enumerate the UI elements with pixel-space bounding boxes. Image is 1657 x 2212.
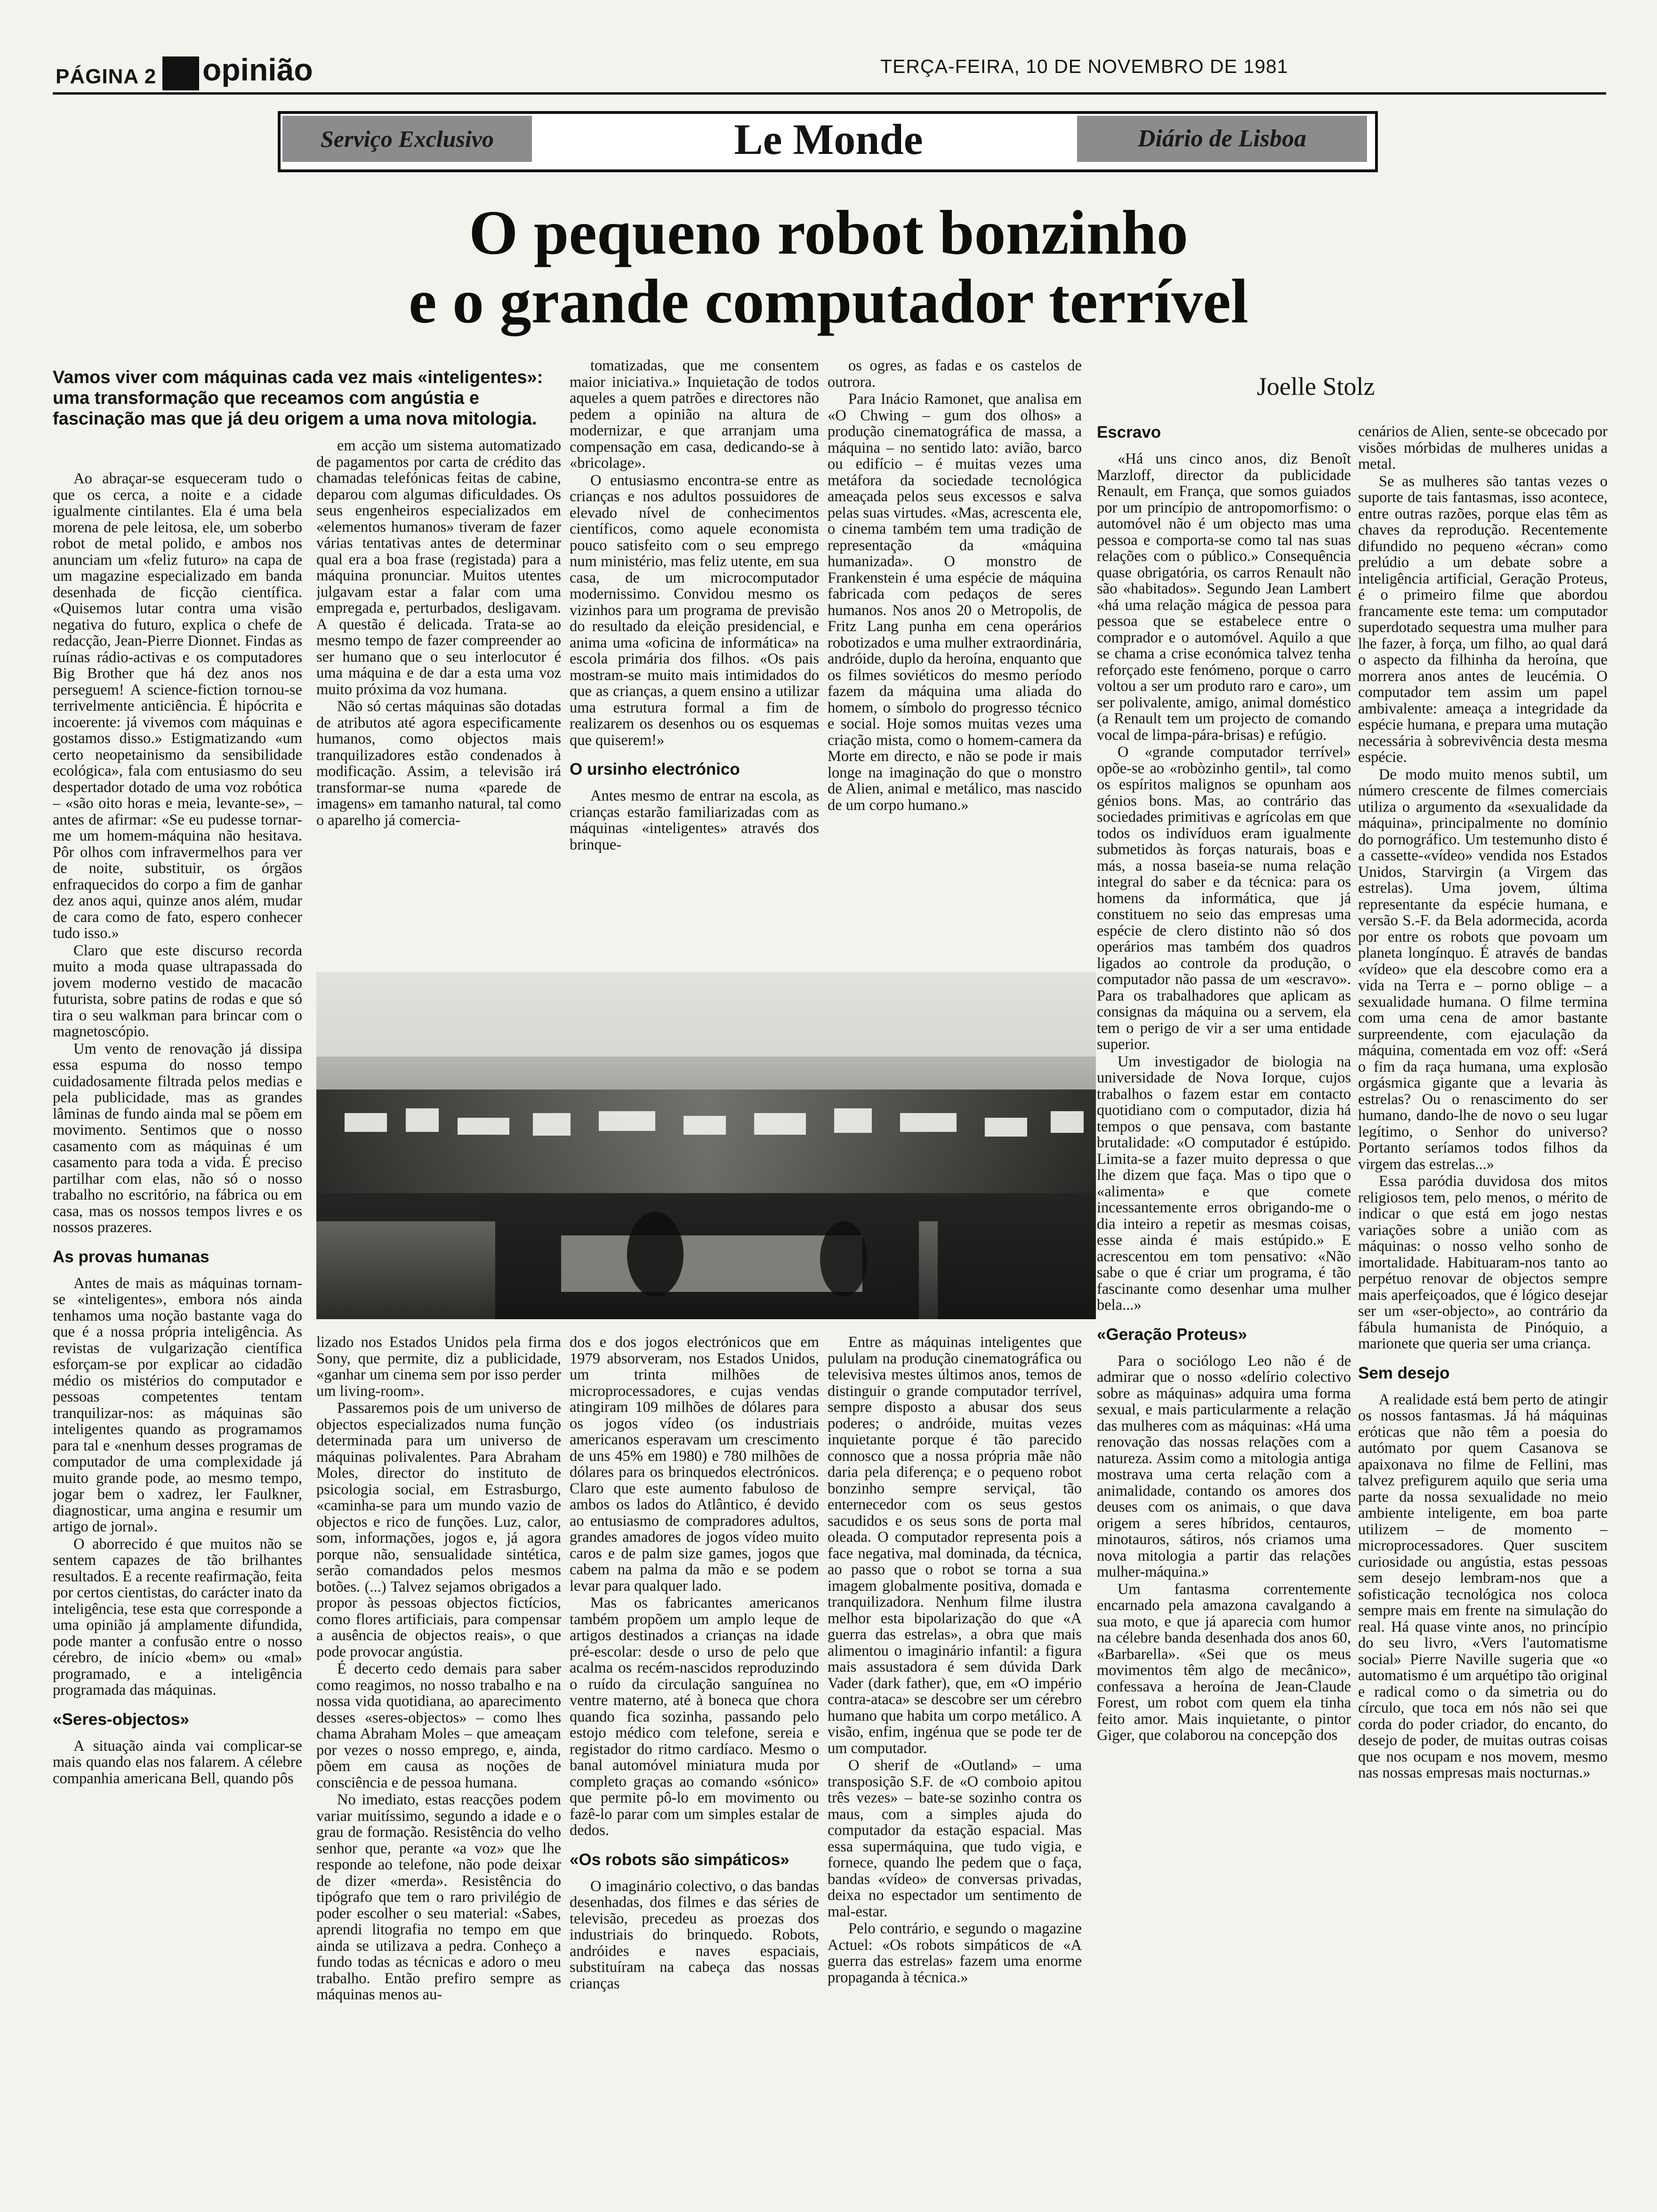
subheading: «Os robots são simpáticos» bbox=[570, 1850, 789, 1869]
paragraph: cenários de Alien, sente-se obcecado por visões mórbidas de mulheres unidas a metal. bbox=[1358, 424, 1608, 473]
paragraph: Um vento de renovação já dissipa essa espuma do nosso tempo cuidadosamente filtrada pelos medias e pela publicidade, mas as grandes lâminas de fundo ainda mal se põem em movimento. Sentimos que o nosso casamento com as máquinas é um casamento para toda a vida. É preciso partilhar com elas, não só o nosso trabalho no escritório, na fábrica ou em casa, mas os nossos tempos livres e os nossos prazeres. bbox=[53, 1040, 302, 1236]
column-1 bbox=[53, 471, 302, 2203]
paragraph: em acção um sistema automatizado de pagamentos por carta de crédito das chamadas telefónicas feitas de cabine, deparou com algumas dificuldades. Os seus engenheiros especializados em «elementos humanos» tiveram de fazer várias tentativas antes de determinar qual era a boa frase (registada) para a máquina pronunciar. Muitos utentes julgavam estar a falar com uma empregada e, perturbados, desligavam. A questão é delicada. Trata-se ao mesmo tempo de fazer compreender ao ser humano que o seu interlocutor é uma máquina e de dar a esta uma voz muito próxima da voz humana. bbox=[316, 438, 561, 698]
headline-line-1: O pequeno robot bonzinho bbox=[469, 198, 1188, 267]
paragraph: De modo muito menos subtil, um número crescente de filmes comerciais utiliza o argumento da «sexualidade da máquina», principalmente no domínio do pornográfico. Um testemunho disto é a cassette-«vídeo» vendida nos Estados Unidos, Starvirgin (a Virgem das estrelas). Uma jovem, última representante da espécie humana, e versão S.-F. da Bela adormecida, acorda por entre os robots que povoam um planeta longínquo. É através de bandas «vídeo» que ela descobre como era a vida na Terra e – porno oblige – a sexualidade humana. O filme termina com uma cena de amor bastante surpreendente, com ejaculação da máquina, comentada em voz off: «Será o fim da raça humana, uma explosão orgásmica gigante que a levaria às estrelas? Ou o renascimento do ser humano, dando-lhe de novo o seu lugar legítimo, o Senhor do universo? Portanto seríamos todos filhos da virgem das estrelas...» bbox=[1358, 766, 1608, 1173]
headline-line-2: e o grande computador terrível bbox=[409, 266, 1248, 336]
paragraph: Um fantasma correntemente encarnado pela amazona cavalgando a sua moto, e que já aparecia com humor na célebre banda desenhada dos anos 60, «Barbarella». «Sei que os meus movimentos têm algo de mecânico», confessava a heroína de Jean-Claude Forest, um robot com quem ela tinha feito amor. Mais inquietante, o pintor Giger, que colaborou na concepção dos bbox=[1097, 1580, 1351, 1744]
column-4-lower bbox=[828, 1334, 1082, 2203]
paragraph: Para o sociólogo Leo não é de admirar que o nosso «delírio colectivo sobre as máquinas» adquira uma forma sexual, e mais particularmente a relação das mulheres com as máquinas: «Há uma renovação das nossas relações com a natureza. Assim como a mitologia antiga mostrava uma certa relação com a animalidade, contando os amores dos deuses com os animais, o que dava origem a seres híbridos, centauros, minotauros, sátiros, nós criamos uma nova mitologia a partir das relações mulher-máquina.» bbox=[1097, 1352, 1351, 1580]
paragraph: os ogres, as fadas e os castelos de outrora. bbox=[828, 358, 1082, 391]
paragraph: Antes de mais as máquinas tornam-se «inteligentes», embora nós ainda tenhamos uma noção bastante vaga do que é a nossa própria inteligência. As revistas de vulgarização científica esforçam-se por explicar ao cidadão médio os mistérios do computador e pessoas competentes tentam tranquilizar-nos: as máquinas são inteligentes quando as programamos para tal e «nenhum desses programas de computador de uma complexidade já muito grande pode, ao mesmo tempo, jogar bem o xadrez, ler Faulkner, diagnosticar, uma angina e resumir um artigo de jornal». bbox=[53, 1274, 302, 1535]
subheading: As provas humanas bbox=[53, 1247, 209, 1266]
paragraph: Entre as máquinas inteligentes que pululam na produção cinematográfica ou televisiva mestes últimos anos, temos de distinguir o grande computador terrível, sempre disposto a abusar dos seus poderes; o andróide, muitas vezes inquietante porque é tão parecido connosco que a nossa própria mãe não daria pela diferença; e o pequeno robot bonzinho sempre serviçal, tão enternecedor com os seus gestos sacudidos e os seus sons de porta mal oleada. O computador representa pois a face negativa, mal dominada, da técnica, ao passo que o robot se torna a sua imagem globalmente positiva, domada e tranquilizadora. Nenhum filme ilustra melhor esta bipolarização do que «A guerra das estrelas», a obra que mais alimentou o imaginário infantil: a figura mais assustadora é sem dúvida Dark Vader (dark father), que, em «O império contra-ataca» se descobre ser um cérebro humano que habita um corpo metálico. A visão, enfim, ingénua que se pode ter de um computador. bbox=[828, 1334, 1082, 1757]
control-room-photo-graphic bbox=[316, 972, 1096, 1319]
paragraph: Não só certas máquinas são dotadas de atributos até agora especificamente humanos, como objectos mais tranquilizadores estão condenados à modificação. Assim, a televisão irá transformar-se numa «parede de imagens» em tamanho natural, tal como o aparelho já comercia- bbox=[316, 698, 561, 829]
lead-paragraph: Vamos viver com máquinas cada vez mais «inteligentes»: uma transformação que receamos com angústia e fascinação mas que já deu origem a uma nova mitologia. bbox=[53, 368, 543, 429]
column-4-upper bbox=[828, 358, 1082, 962]
column-3-lower bbox=[570, 1334, 819, 2203]
paragraph: O imaginário colectivo, o das bandas desenhadas, dos filmes e das séries de televisão, precedeu as proezas dos industriais do brinquedo. Robots, andróides e naves espaciais, substituíram na cabeça das nossas crianças bbox=[570, 1877, 819, 1992]
paragraph: Um investigador de biologia na universidade de Nova Iorque, cujos trabalhos o fazem estar em contacto quotidiano com o computador, dizia há tempos o que pensava, com bastante brutalidade: «O computador é estúpido. Limita-se a fazer muito depressa o que lhe dizem que faça. Mas o tipo que o «alimenta» e que comete incessantemente erros obrigando-me o dia inteiro a repetir as mesmas coisas, esse ainda é mais estúpido.» E acrescentou em tom pensativo: «Não sabe o que é criar um programa, é tão fascinante como desenhar uma mulher bela...» bbox=[1097, 1053, 1351, 1314]
column-5 bbox=[1097, 424, 1351, 2203]
paragraph: tomatizadas, que me consentem maior iniciativa.» Inquietação de todos aqueles a quem patrões e directores não pedem a opinião na altura de modernizar, e que arranjam uma compensação em casa, dedicando-se à «bricolage». bbox=[570, 358, 819, 472]
paragraph: O aborrecido é que muitos não se sentem capazes de tão brilhantes resultados. E a recente reafirmação, feita por certos cientistas, do carácter inato da inteligência, tese esta que corresponde a uma opinião já amplamente difundida, pode manter a confusão entre o nosso cérebro, de início «bem» ou «mal» programado, e a inteligência programada das máquinas. bbox=[53, 1535, 302, 1699]
subheading: Escravo bbox=[1097, 424, 1161, 441]
column-2-lower bbox=[316, 1334, 561, 2203]
control-room-photo bbox=[316, 972, 1096, 1319]
paragraph: O sherif de «Outland» – uma transposição S.F. de «O comboio apitou três vezes» – bate-se sozinho contra os maus, com a simples ajuda do computador da estação espacial. Mas essa supermáquina, que tudo vigia, e fornece, quando lhe pedem que o faça, bandas «vídeo» de conversas privadas, deixa no espectador um sentimento de mal-estar. bbox=[828, 1757, 1082, 1920]
column-2-upper bbox=[316, 438, 561, 962]
paragraph: O «grande computador terrível» opõe-se ao «robòzinho gentil», tal como os espíritos malignos se opunham aos génios bons. Mas, ao contrário das sociedades primitivas e agrícolas em que todos os indivíduos eram igualmente submetidos às forças naturais, boas e más, a nossa baseia-se numa relação integral do saber e da técnica: para os homens da informática, que já constituem no seio das empresas uma espécie de clero distinto não só dos operários mas também dos quadros ligados ao controle da produção, o computador não passa de um «escravo». Para os trabalhadores que aplicam as consignas da máquina ou a servem, ela tem o perigo de vir a ser uma entidade superior. bbox=[1097, 744, 1351, 1053]
paragraph: O entusiasmo encontra-se entre as crianças e nos adultos possuidores de elevado nível de conhecimentos científicos, como aquele economista pouco satisfeito com o seu emprego num ministério, mas feliz utente, em sua casa, de um microcomputador modernissimo. Convidou mesmo os vizinhos para um programa de previsão do resultado da eleição presidencial, e anima uma «oficina de informática» na escola primária dos filhos. «Os pais mostram-se muito mais intimidados do que as crianças, a quem ensino a utilizar uma estrutura formal a fim de realizarem os desenhos ou os esquemas que quiserem!» bbox=[570, 472, 819, 749]
paragraph: No imediato, estas reacções podem variar muitíssimo, segundo a idade e o grau de formação. Resistência do velho senhor que, perante «a voz» que lhe responde ao telefone, não pode deixar de dizer «merda». Resistência do tipógrafo que tem o raro privilégio de poder escolher o seu material: «Sabes, aprendi litografia no tempo em que ainda se utilizava a pedra. Conheço a fundo todas as técnicas e adoro o meu trabalho. Então prefiro sempre as máquinas menos au- bbox=[316, 1791, 561, 2003]
subheading: «Seres-objectos» bbox=[53, 1710, 189, 1729]
paragraph: A situação ainda vai complicar-se mais quando elas nos falarem. A célebre companhia americana Bell, quando pôs bbox=[53, 1737, 302, 1787]
paragraph: Se as mulheres são tantas vezes o suporte de tais fantasmas, isso acontece, entre outras razões, porque elas têm as chaves da reprodução. Recentemente difundido no pequeno «écran» como prelúdio a um debate sobre a inteligência artificial, Geração Proteus, é o primeiro filme que abordou francamente este tema: um computador superdotado sequestra uma mulher para lhe fazer, à força, um filho, ao qual dará o aspecto da filhinha da heroína, que morrera anos antes de leucémia. O computador tem assim um papel ambivalente: ameaça a integridade da espécie humana, e prepara uma mutação necessária à sobrevivência desta mesma espécie. bbox=[1358, 473, 1608, 766]
paragraph: lizado nos Estados Unidos pela firma Sony, que permite, diz a publicidade, «ganhar um cinema sem por isso perder um living-room». bbox=[316, 1334, 561, 1400]
column-6 bbox=[1358, 424, 1608, 2203]
subheading: Sem desejo bbox=[1358, 1363, 1450, 1382]
issue-date: TERÇA-FEIRA, 10 DE NOVEMBRO DE 1981 bbox=[880, 56, 1288, 77]
masthead-le-monde: Le Monde bbox=[734, 115, 923, 163]
paragraph: A realidade está bem perto de atingir os nossos fantasmas. Já há máquinas eróticas que não têm a poesia do autómato por quem Casanova se apaixonava no filme de Fellini, mas talvez prefigurem aquilo que seria uma parte da nossa sexualidade no meio ambiente inteligente, em boa parte utilizem – de momento – microprocessadores. Quer suscitem curiosidade ou angústia, estas pessoas sem desejo lembram-nos que a sofisticação tecnológica nos coloca sempre mais em frente na simulação do real. Há quase vinte anos, no princípio do seu livro, «Vers l'automatisme social» Pierre Naville sugeria que «o automatismo é um arquétipo tão original e radical como o da simetria ou do círculo, que toca em nós não sei que corda do poder criador, do encanto, do desejo de poder, de muitas outras coisas que nos ocupam e nos movem, mesmo nas nossas empresas mais nocturnas.» bbox=[1358, 1391, 1608, 1781]
section-logo-box bbox=[162, 56, 199, 90]
subheading: O ursinho electrónico bbox=[570, 760, 740, 778]
paragraph: Essa paródia duvidosa dos mitos religiosos tem, pelo menos, o mérito de indicar o que está em jogo nestas variações sobre a união com as máquinas: o nosso velho sonho de imortalidade. Habituaram-nos tanto ao perpétuo renovar de objectos sempre mais aperfeiçoados, que é lógico desejar ser um «ser-objecto», ao contrário da fábula humanista de Pinóquio, a marionete que queria ser uma criança. bbox=[1358, 1173, 1608, 1352]
page-label bbox=[56, 65, 156, 88]
section-title: opinião bbox=[202, 52, 313, 87]
column-3-upper bbox=[570, 358, 819, 962]
paragraph: É decerto cedo demais para saber como reagimos, no nosso trabalho e na nossa vida quotidiana, ao aparecimento desses «seres-objectos» – como lhes chama Abraham Moles – que ameaçam por vezes o nosso emprego, e, ainda, põem em causa as noções de consciência e de pessoa humana. bbox=[316, 1660, 561, 1791]
subheading: «Geração Proteus» bbox=[1097, 1325, 1247, 1344]
page-label-text: PÁGINA bbox=[56, 65, 138, 88]
paragraph: Ao abraçar-se esqueceram tudo o que os cerca, a noite e a cidade igualmente cintilantes. Ela é uma bela morena de pele leitosa, ele, um soberbo robot de metal polido, e ambos nos anunciam um «feliz futuro» na capa de um magazine especializado em banda desenhada de ficção científica. «Quisemos lutar contra uma visão negativa do futuro, explica o chefe de redacção, Jean-Pierre Dionnet. Findas as ruínas rádio-activas e os computadores Big Brother que há dez anos nos perseguem! A science-fiction tornou-se terrivelmente anticiência. É hipócrita e incoerente: já vivemos com máquinas e gostamos disso.» Estigmatizando «um certo neopetainismo da sensibilidade ecológica», fala com entusiasmo do seu despertador dotado de uma voz robótica – «são oito horas e meia, levante-se», – antes de afirmar: «Se eu pudesse tornar-me um homem-máquina não hesitava. Pôr olhos com infravermelhos para ver de noite, substituir, os órgãos enfraquecidos do corpo a fim de ganhar dez anos aqui, quinze anos além, mudar de cara como de fato, espero conhecer tudo isso.» bbox=[53, 471, 302, 942]
exclusive-stamp: Serviço Exclusivo bbox=[282, 116, 532, 162]
paragraph: Pelo contrário, e segundo o magazine Actuel: «Os robots simpáticos de «A guerra das estrelas» fazem uma enorme propaganda à técnica.» bbox=[828, 1920, 1082, 1986]
partner-stamp: Diário de Lisboa bbox=[1077, 116, 1367, 162]
paragraph: dos e dos jogos electrónicos que em 1979 absorveram, nos Estados Unidos, um trinta milhões de microprocessadores, e cujas vendas atingiram 109 milhões de dólares para os jogos vídeo (os industriais americanos esperavam um crescimento de uns 45% em 1980) e 780 milhões de dólares para os brinquedos electrónicos. Claro que este aumento fabuloso de ambos os lados do Atlântico, é devido ao entusiasmo de compradores adultos, grandes amadores de jogos vídeo muito caros e de palm size games, jogos que cabem na palma da mão e se podem levar para qualquer lado. bbox=[570, 1334, 819, 1595]
paragraph: Passaremos pois de um universo de objectos especializados numa função determinada para um universo de máquinas polivalentes. Para Abraham Moles, director do instituto de psicologia social, em Estrasburgo, «caminha-se para um mundo vazio de objectos e rico de funções. Luz, calor, som, informações, jogos e, já agora porque não, sensualidade sintética, serão comandados pelos mesmos botões. (...) Talvez sejamos obrigados a propor às pessoas objectos fictícios, como flores artificiais, para compensar a ausência de objectos reais», o que pode provocar angústia. bbox=[316, 1400, 561, 1660]
paragraph: Claro que este discurso recorda muito a moda quase ultrapassada do jovem moderno vestido de macacão futurista, sobre patins de rodas e que só tira o seu walkman para brincar com o magnetoscópio. bbox=[53, 942, 302, 1040]
paragraph: Para Inácio Ramonet, que analisa em «O Chwing – gum dos olhos» a produção cinematográfica de massa, a máquina – no sentido lato: avião, barco ou edifício – é muitas vezes uma metáfora da sociedade tecnológica ameaçada pelos seus excessos e salva pelas suas virtudes. «Mas, acrescenta ele, o cinema também tem uma tradição de representação da «máquina humanizada». O monstro de Frankenstein é uma espécie de máquina fabricada com pedaços de seres humanos. Nos anos 20 o Metropolis, de Fritz Lang punha em cena operários robotizados e uma mulher extraordinária, andróide, duplo da heroína, enquanto que os filmes soviéticos do mesmo período fazem da máquina uma aliada do homem, o símbolo do progresso técnico e social. Hoje somos muitas vezes uma criação mista, como o homem-camera da Morte em directo, e não se pode ir mais longe na imaginação do que o monstro de Alien, animal e metálico, mas nascido de um corpo humano.» bbox=[828, 391, 1082, 814]
paragraph: Antes mesmo de entrar na escola, as crianças estarão familiarizadas com as máquinas «inteligentes» através dos brinque- bbox=[570, 787, 819, 853]
paragraph: «Há uns cinco anos, diz Benoît Marzloff, director da publicidade Renault, em França, que somos guiados por um princípio de antropomorfismo: o automóvel não é um objecto mas uma pessoa e comporta-se como tal nas suas relações com o público.» Consequência quase obrigatória, os carros Renault não são «habitados». Segundo Jean Lambert «há uma relação mágica de pessoa para pessoa que se estabelece entre o comprador e o automóvel. Aquilo a que se chama a crise económica talvez tenha reforçado este fenómeno, porque o carro voltou a ser um produto raro e caro», um ser polivalente, amigo, animal doméstico (a Renault tem um projecto de comando vocal de limpa-pára-brisas) e refúgio. bbox=[1097, 450, 1351, 744]
header-rule bbox=[53, 92, 1606, 95]
page-number: 2 bbox=[144, 65, 157, 88]
author-byline: Joelle Stolz bbox=[1257, 372, 1375, 401]
paragraph: Mas os fabricantes americanos também propõem um amplo leque de artigos destinados a crianças na idade pré-escolar: desde o urso de pelo que acalma os recém-nascidos reproduzindo o ruído da circulação sanguínea no ventre materno, até à boneca que chora quando fica sozinha, passando pelo estojo médico com telefone, sereia e registador do ritmo cardíaco. Mesmo o banal automóvel miniatura muda por completo graças ao comando «sónico» que permite pô-lo em movimento ou fazê-lo parar com um simples estalar de dedos. bbox=[570, 1595, 819, 1839]
